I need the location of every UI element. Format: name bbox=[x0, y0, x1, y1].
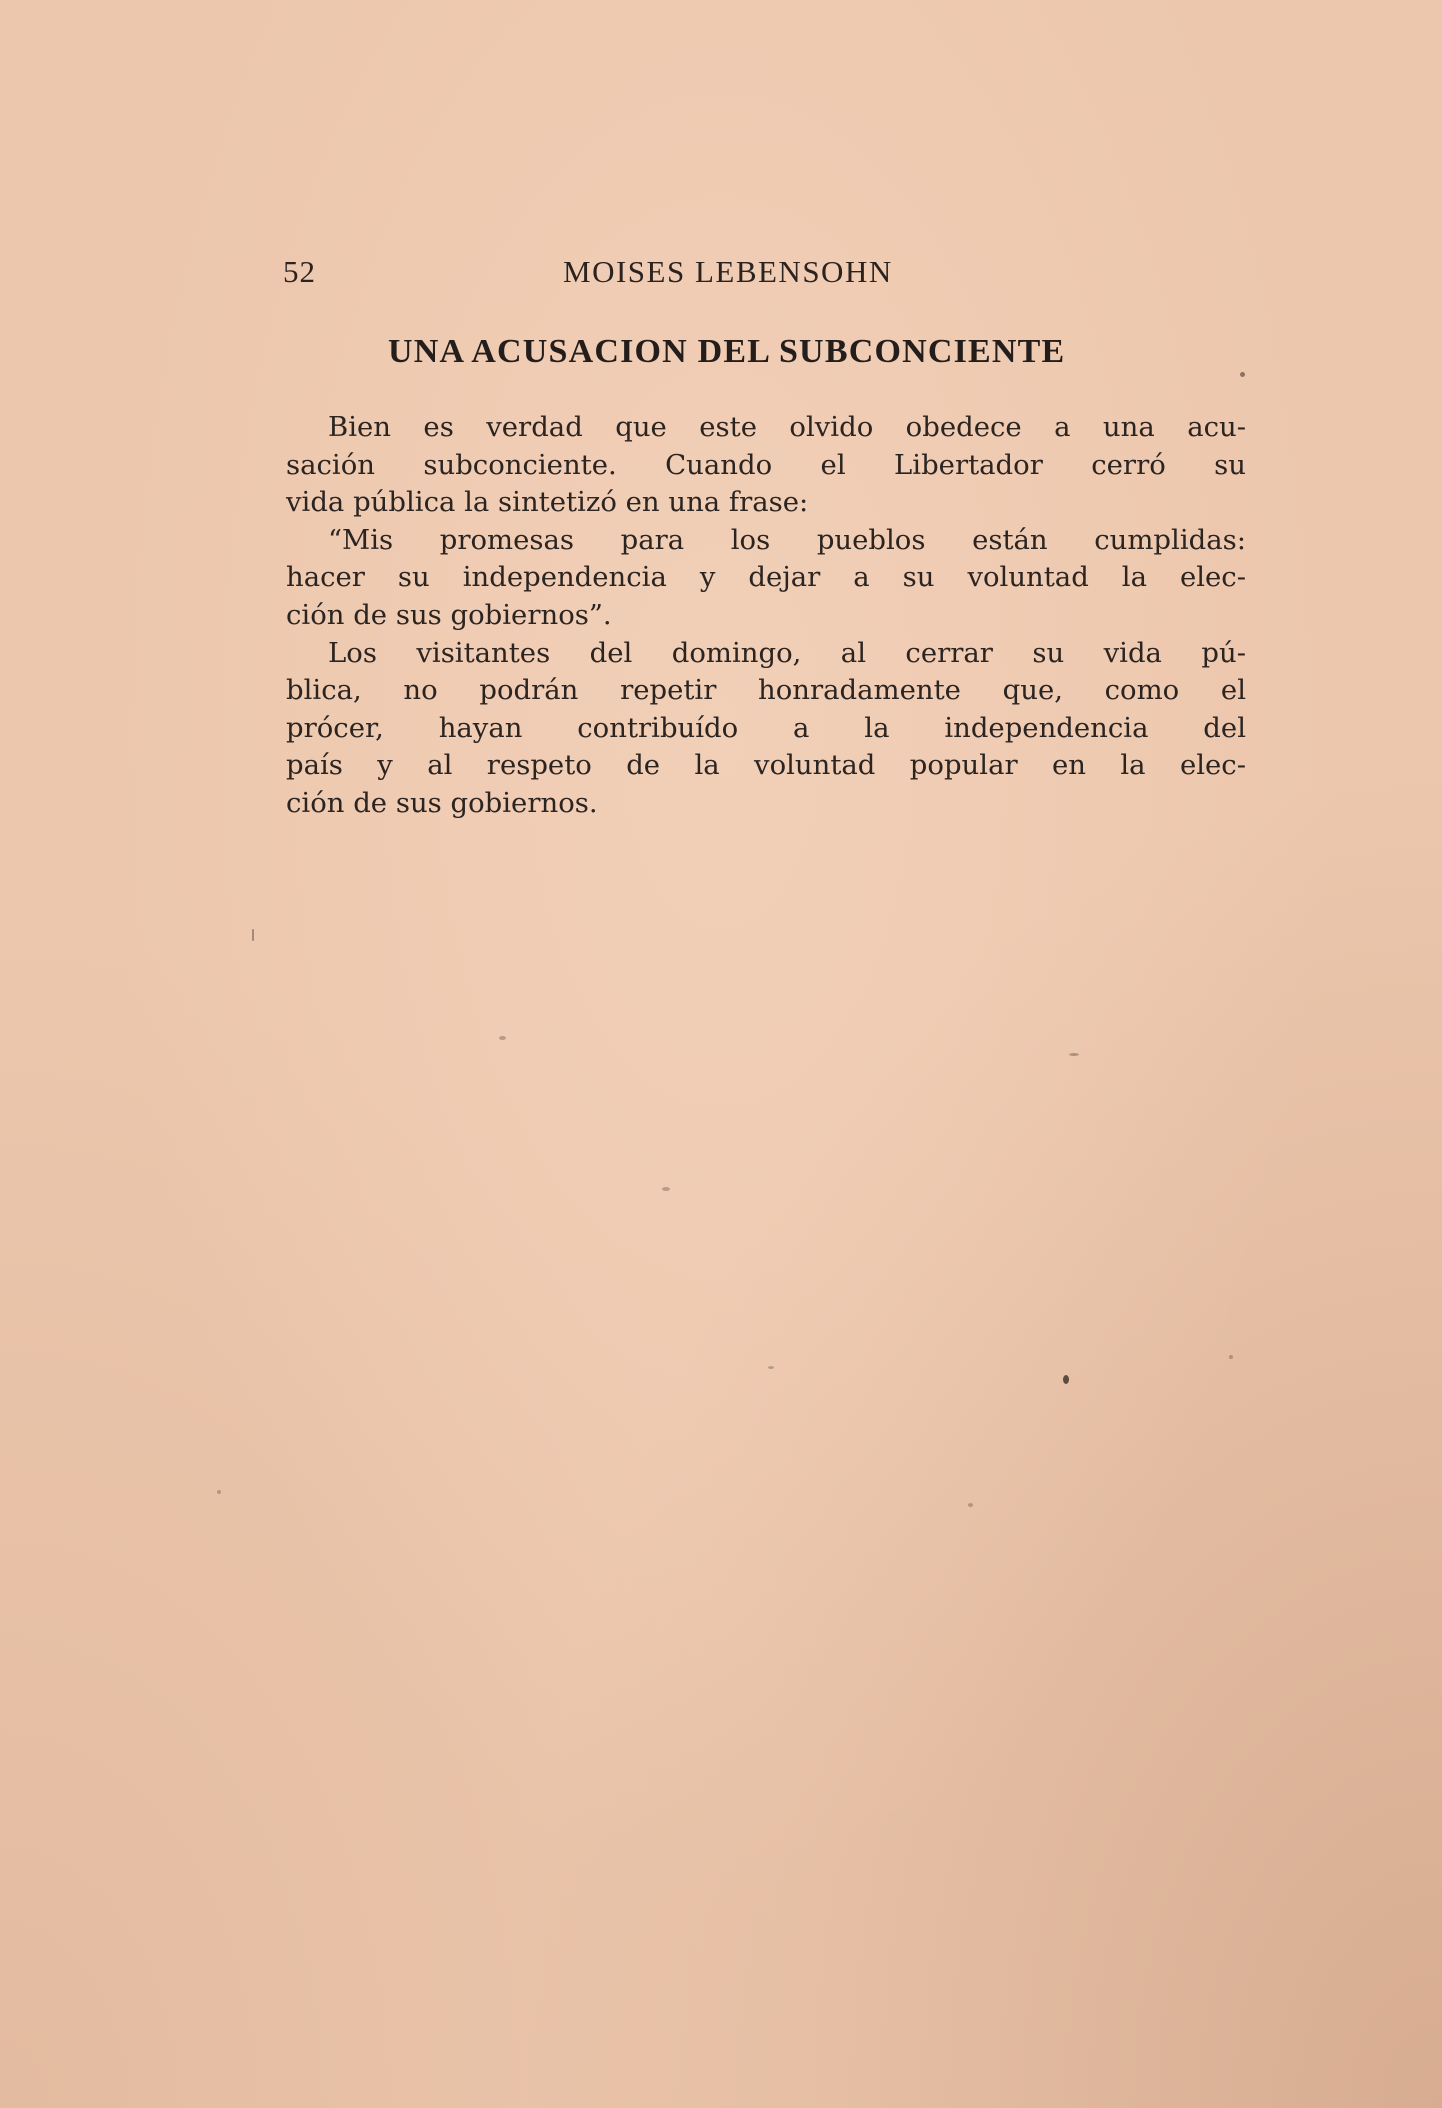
body-line: país y al respeto de la voluntad popular en la elec- bbox=[286, 749, 1246, 782]
section-title: UNA ACUSACION DEL SUBCONCIENTE bbox=[388, 333, 1066, 370]
body-line: hacer su independencia y dejar a su voluntad la elec- bbox=[286, 561, 1246, 594]
paper-speck bbox=[252, 929, 254, 941]
page-number: 52 bbox=[283, 254, 316, 289]
paper-speck bbox=[499, 1036, 506, 1040]
paper-speck bbox=[1069, 1053, 1079, 1056]
body-line: sación subconciente. Cuando el Libertador cerró su bbox=[286, 448, 1246, 481]
paper-speck bbox=[768, 1366, 774, 1369]
body-line: Los visitantes del domingo, al cerrar su vida pú- bbox=[328, 636, 1246, 669]
body-line: ción de sus gobiernos”. bbox=[286, 598, 612, 631]
body-line: ción de sus gobiernos. bbox=[286, 786, 598, 819]
body-line: prócer, hayan contribuído a la independencia del bbox=[286, 711, 1246, 744]
body-line: vida pública la sintetizó en una frase: bbox=[286, 486, 809, 519]
paper-speck bbox=[1063, 1375, 1069, 1384]
body-line: “Mis promesas para los pueblos están cumplidas: bbox=[328, 523, 1246, 556]
paper-speck bbox=[968, 1503, 973, 1507]
body-line: Bien es verdad que este olvido obedece a una acu- bbox=[328, 411, 1246, 443]
paper-speck bbox=[1240, 372, 1245, 377]
paper-speck bbox=[217, 1490, 221, 1494]
paper-speck bbox=[662, 1187, 670, 1191]
running-head bbox=[283, 254, 1243, 294]
body-line: blica, no podrán repetir honradamente que, como el bbox=[286, 674, 1246, 707]
running-head-author: MOISES LEBENSOHN bbox=[563, 254, 893, 289]
paper-speck bbox=[1229, 1355, 1233, 1359]
body-text bbox=[286, 409, 1246, 823]
